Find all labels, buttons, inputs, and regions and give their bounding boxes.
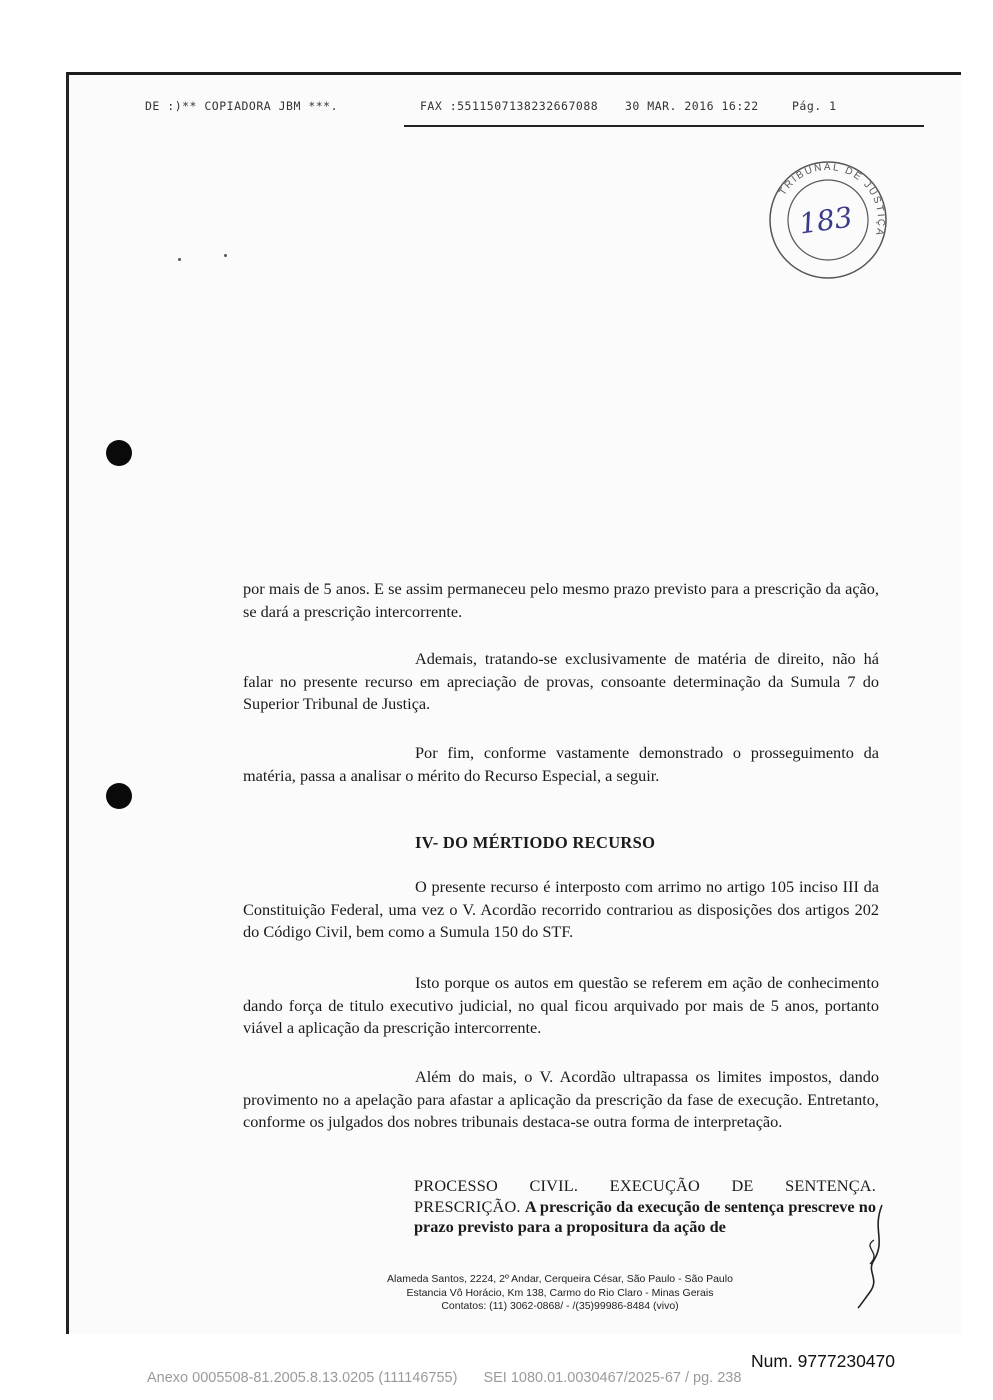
annex-footer bbox=[147, 1370, 763, 1386]
section-heading: IV- DO MÉRTIODO RECURSO bbox=[415, 833, 656, 852]
fax-from: DE :)** COPIADORA JBM ***. bbox=[145, 99, 339, 113]
section-paragraph-2 bbox=[243, 972, 879, 1040]
sei-reference: SEI 1080.01.0030467/2025-67 / pg. 238 bbox=[483, 1370, 742, 1386]
fax-header bbox=[145, 99, 925, 119]
scan-speck bbox=[178, 258, 181, 261]
annex-id: Anexo 0005508-81.2005.8.13.0205 (111146755) bbox=[147, 1370, 458, 1386]
punch-hole bbox=[106, 440, 132, 466]
court-stamp-icon bbox=[768, 160, 888, 280]
paragraph-1 bbox=[243, 578, 879, 623]
paragraph-1-text: por mais de 5 anos. E se assim permaneceu pelo mesmo prazo previsto para a prescrição da ação, se dará a prescrição intercorrente. bbox=[243, 579, 879, 621]
stamp-ring-text: TRIBUNAL DE JUSTIÇA bbox=[777, 161, 887, 239]
punch-hole bbox=[106, 783, 132, 809]
footer-address-line1: Alameda Santos, 2224, 2º Andar, Cerqueira César, São Paulo - São Paulo bbox=[387, 1273, 733, 1285]
fax-header-rule bbox=[404, 125, 924, 127]
scan-speck bbox=[224, 254, 227, 257]
paragraph-3-text: Por fim, conforme vastamente demonstrado o prosseguimento da matéria, passa a analisar o mérito do Recurso Especial, a seguir. bbox=[243, 743, 879, 785]
fax-number: FAX :5511507138232667088 bbox=[420, 99, 599, 113]
paragraph-2 bbox=[243, 648, 879, 716]
paragraph-3 bbox=[243, 742, 879, 787]
section-paragraph-3-text: Além do mais, o V. Acordão ultrapassa os limites impostos, dando provimento no a apelação para afastar a aplicação da prescrição da fase de execução. Entretanto, conforme os julgados dos nobres tribunais destaca-se outra forma de interpretação. bbox=[243, 1067, 879, 1131]
paragraph-2-text: Ademais, tratando-se exclusivamente de matéria de direito, não há falar no presente recurso em apreciação de provas, consoante determinação da Sumula 7 do Superior Tribunal de Justiça. bbox=[243, 649, 879, 713]
fax-date: 30 MAR. 2016 16:22 bbox=[625, 99, 759, 113]
fax-page: Pág. 1 bbox=[792, 99, 837, 113]
section-paragraph-1 bbox=[243, 876, 879, 944]
section-paragraph-1-text: O presente recurso é interposto com arrimo no artigo 105 inciso III da Constituição Federal, uma vez o V. Acordão recorrido contrariou as disposições dos artigos 202 do Código Civil, bem como a Sumula 150 do STF. bbox=[243, 877, 879, 941]
stamp-number: 183 bbox=[797, 200, 855, 241]
section-paragraph-3 bbox=[243, 1066, 879, 1134]
quote-bold: A prescrição da execução de sentença prescreve no prazo previsto para a propositura da ação de bbox=[414, 1196, 876, 1236]
document-number: Num. 9777230470 bbox=[751, 1351, 895, 1371]
section-paragraph-2-text: Isto porque os autos em questão se referem em ação de conhecimento dando força de titulo executivo judicial, no qual ficou arquivado por mais de 5 anos, portanto viável a aplicação da prescrição intercorrente. bbox=[243, 973, 879, 1037]
case-law-quote bbox=[414, 1176, 876, 1238]
footer-address-line3: Contatos: (11) 3062-0868/ - /(35)99986-8484 (vivo) bbox=[441, 1300, 679, 1312]
footer-address bbox=[330, 1273, 790, 1314]
quote-caps: PROCESSO CIVIL. EXECUÇÃO DE SENTENÇA. PRESCRIÇÃO. bbox=[414, 1176, 876, 1216]
footer-address-line2: Estancia Vô Horácio, Km 138, Carmo do Rio Claro - Minas Gerais bbox=[406, 1286, 714, 1299]
signature-icon bbox=[852, 1200, 892, 1310]
